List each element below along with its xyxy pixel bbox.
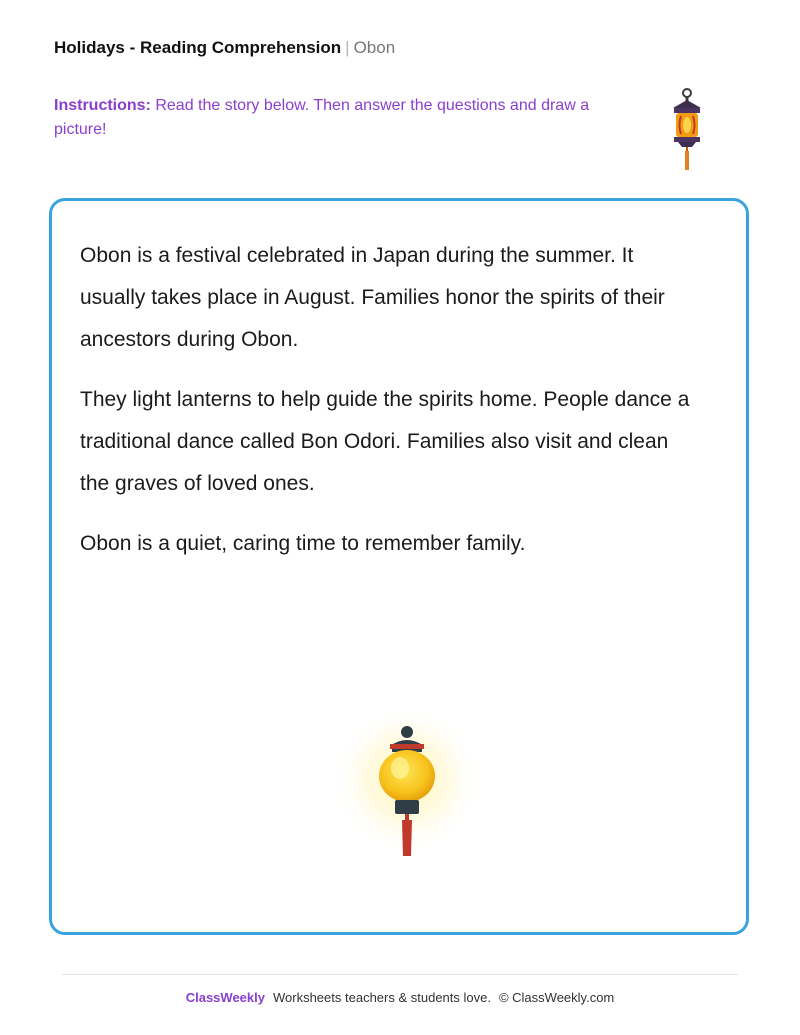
story-paragraph: Obon is a quiet, caring time to remember family. (80, 532, 526, 555)
story-paragraph: They light lanterns to help guide the spirits home. People dance a traditional dance called Bon Odori. Families also visit and clean the graves of loved ones. (80, 388, 690, 495)
page-footer (0, 990, 800, 1005)
title-separator: | (345, 38, 350, 57)
story-paragraph: Obon is a festival celebrated in Japan during the summer. It usually takes place in August. Families honor the spirits of their ancestors during Obon. (80, 244, 665, 351)
instructions (54, 94, 614, 142)
worksheet-topic: Obon (353, 38, 396, 57)
page-header (54, 38, 395, 58)
hanging-lantern-icon (664, 86, 710, 172)
story-box (49, 198, 749, 935)
footer-copyright: © ClassWeekly.com (498, 990, 615, 1005)
footer-brand: ClassWeekly (185, 990, 265, 1005)
instructions-text: Read the story below. Then answer the questions and draw a picture! (54, 97, 590, 138)
footer-divider (62, 974, 738, 975)
instructions-label: Instructions: (54, 97, 151, 114)
worksheet-title: Holidays - Reading Comprehension (54, 38, 342, 57)
footer-tagline: Worksheets teachers & students love. (272, 990, 491, 1005)
glowing-lantern-icon (332, 704, 482, 864)
story-text (80, 235, 700, 583)
